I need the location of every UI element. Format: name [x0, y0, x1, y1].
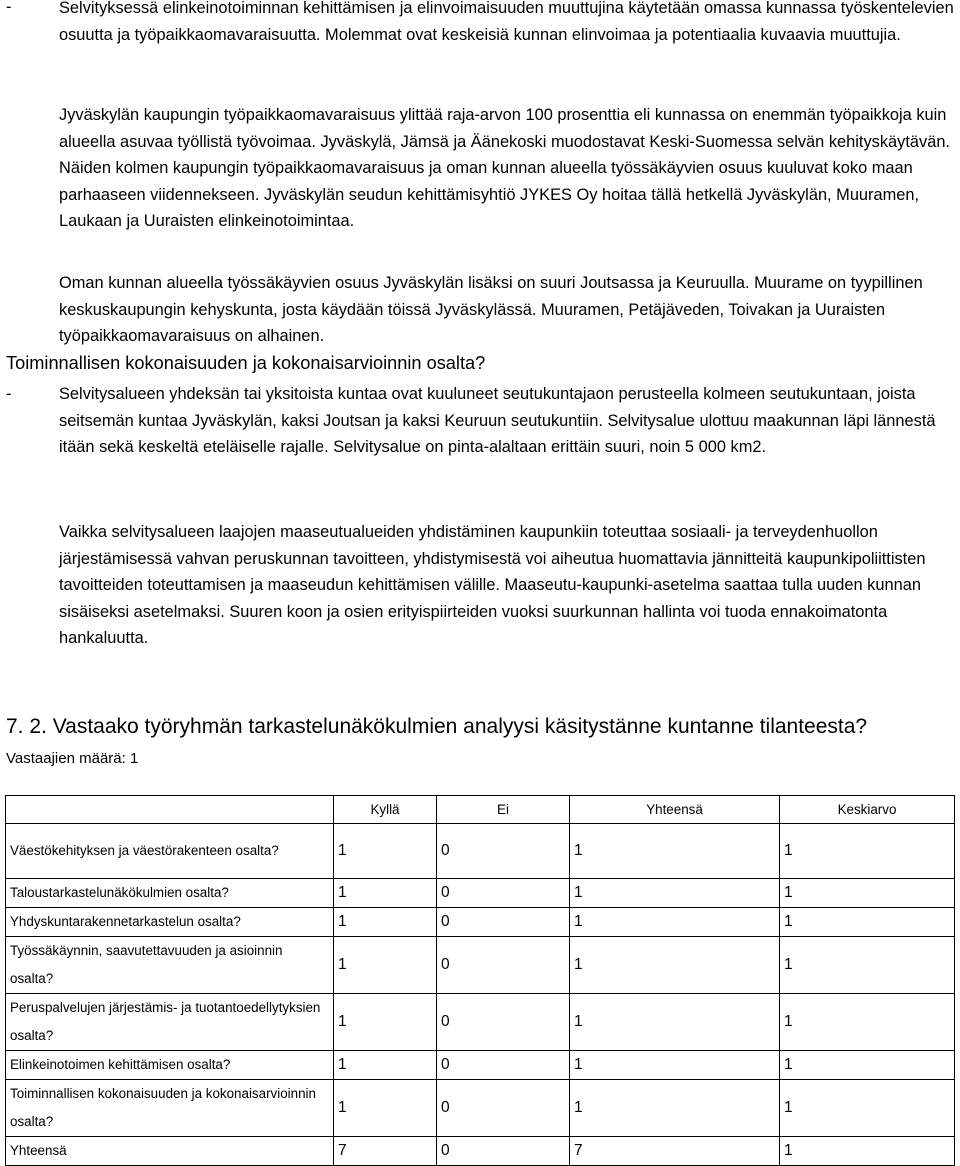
cell-keskiarvo: 1 [780, 908, 955, 937]
cell-kylla: 1 [334, 824, 437, 879]
row-label: Työssäkäynnin, saavutettavuuden ja asioinnin osalta? [6, 937, 334, 994]
cell-kylla: 1 [334, 937, 437, 994]
cell-yhteensa: 1 [570, 937, 780, 994]
cell-ei: 0 [437, 937, 570, 994]
table-row [6, 824, 955, 879]
cell-ei: 0 [437, 824, 570, 879]
cell-keskiarvo: 1 [780, 824, 955, 879]
row-label: Peruspalvelujen järjestämis- ja tuotantoedellytyksien osalta? [6, 994, 334, 1051]
table-header-row [6, 796, 955, 824]
paragraph-commuting-share: Oman kunnan alueella työssäkäyvien osuus Jyväskylän lisäksi on suuri Joutsassa ja Keuruulla. Muurame on tyypillinen keskuskaupungin kehyskunta, josta käydään töissä Jyväskylässä. Muuramen, Petäjäveden, Toivakan ja Uuraisten työpaikkaomavaraisuus on alhainen. [59, 274, 923, 345]
header-yhteensa: Yhteensä [570, 796, 780, 824]
respondent-count: Vastaajien määrä: 1 [6, 750, 139, 767]
cell-kylla: 1 [334, 879, 437, 908]
row-label: Väestökehityksen ja väestörakenteen osalta? [6, 824, 334, 879]
paragraph-jyvaskyla-selfsufficiency: Jyväskylän kaupungin työpaikkaomavaraisuus ylittää raja-arvon 100 prosenttia eli kunnassa on enemmän työpaikkoja kuin alueella asuvaa työllistä työvoimaa. Jyväskylä, Jämsä ja Äänekoski muodostavat Keski-Suomessa selvän kehityskäytävän. Näiden kolmen kaupungin työpaikkaomavaraisuus ja oman kunnan alueella työssäkäyvien osuus kuuluvat koko maan parhaaseen viidennekseen. Jyväskylän seudun kehittämisyhtiö JYKES Oy hoitaa tällä hetkellä Jyväskylän, Muuramen, Laukaan ja Uuraisten elinkeinotoimintaa. [59, 106, 950, 230]
row-label: Taloustarkastelunäkökulmien osalta? [6, 879, 334, 908]
cell-keskiarvo: 1 [780, 879, 955, 908]
paragraph-indicators: Selvityksessä elinkeinotoiminnan kehittämisen ja elinvoimaisuuden muuttujina käytetään omassa kunnassa työskentelevien osuutta ja työpaikkaomavaraisuutta. Molemmat ovat keskeisiä kunnan elinvoimaa ja potentiaalia kuvaavia muuttujia. [59, 0, 954, 44]
question-title: 7. 2. Vastaako työryhmän tarkastelunäkökulmien analyysi käsitystänne kuntanne tilanteesta? [6, 715, 868, 738]
cell-yhteensa: 1 [570, 1080, 780, 1137]
table-total-row [6, 1137, 955, 1166]
table-row [6, 1080, 955, 1137]
header-keskiarvo: Keskiarvo [780, 796, 955, 824]
cell-kylla: 1 [334, 1080, 437, 1137]
header-ei: Ei [437, 796, 570, 824]
cell-keskiarvo: 1 [780, 994, 955, 1051]
cell-keskiarvo: 1 [780, 1080, 955, 1137]
cell-ei: 0 [437, 1051, 570, 1080]
cell-kylla: 7 [334, 1137, 437, 1166]
row-label: Elinkeinotoimen kehittämisen osalta? [6, 1051, 334, 1080]
cell-yhteensa: 1 [570, 824, 780, 879]
table-row [6, 937, 955, 994]
results-table [5, 795, 955, 1166]
cell-yhteensa: 1 [570, 1051, 780, 1080]
header-kylla: Kyllä [334, 796, 437, 824]
cell-kylla: 1 [334, 1051, 437, 1080]
cell-kylla: 1 [334, 908, 437, 937]
bullet-dash: - [6, 385, 12, 403]
bullet-dash: - [6, 0, 12, 16]
cell-keskiarvo: 1 [780, 1051, 955, 1080]
cell-keskiarvo: 1 [780, 937, 955, 994]
header-empty [6, 796, 334, 824]
cell-ei: 0 [437, 908, 570, 937]
paragraph-rural-urban-tension: Vaikka selvitysalueen laajojen maaseutualueiden yhdistäminen kaupunkiin toteuttaa sosiaali- ja terveydenhuollon järjestämisessä vahvan peruskunnan tavoitteen, yhdistymisestä voi aiheutua huomattavia jännitteitä kaupunkipoliittisten tavoitteiden toteuttamisen ja maaseudun kehittämisen välille. Maaseutu-kaupunki-asetelma saattaa tulla uuden kunnan sisäiseksi asetelmaksi. Suuren koon ja osien erityispiirteiden vuoksi suurkunnan hallinta voi tuoda ennakoimatonta hankaluutta. [59, 523, 926, 647]
row-label-total: Yhteensä [6, 1137, 334, 1166]
cell-ei: 0 [437, 994, 570, 1051]
table-row [6, 994, 955, 1051]
cell-yhteensa: 7 [570, 1137, 780, 1166]
row-label: Yhdyskuntarakennetarkastelun osalta? [6, 908, 334, 937]
cell-keskiarvo: 1 [780, 1137, 955, 1166]
section-heading: Toiminnallisen kokonaisuuden ja kokonaisarvioinnin osalta? [6, 353, 486, 373]
cell-ei: 0 [437, 1137, 570, 1166]
table-row [6, 1051, 955, 1080]
cell-yhteensa: 1 [570, 908, 780, 937]
cell-ei: 0 [437, 1080, 570, 1137]
table-row [6, 908, 955, 937]
cell-kylla: 1 [334, 994, 437, 1051]
paragraph-area-description: Selvitysalueen yhdeksän tai yksitoista kuntaa ovat kuuluneet seutukuntajaon perusteella kolmeen seutukuntaan, joista seitsemän kuntaa Jyväskylän, kaksi Joutsan ja kaksi Keuruun seutukuntiin. Selvitysalue ulottuu maakunnan läpi lännestä itään sekä keskeltä eteläiselle rajalle. Selvitysalue on pinta-alaltaan erittäin suuri, noin 5 000 km2. [59, 385, 936, 456]
cell-yhteensa: 1 [570, 879, 780, 908]
row-label: Toiminnallisen kokonaisuuden ja kokonaisarvioinnin osalta? [6, 1080, 334, 1137]
cell-ei: 0 [437, 879, 570, 908]
cell-yhteensa: 1 [570, 994, 780, 1051]
table-row [6, 879, 955, 908]
